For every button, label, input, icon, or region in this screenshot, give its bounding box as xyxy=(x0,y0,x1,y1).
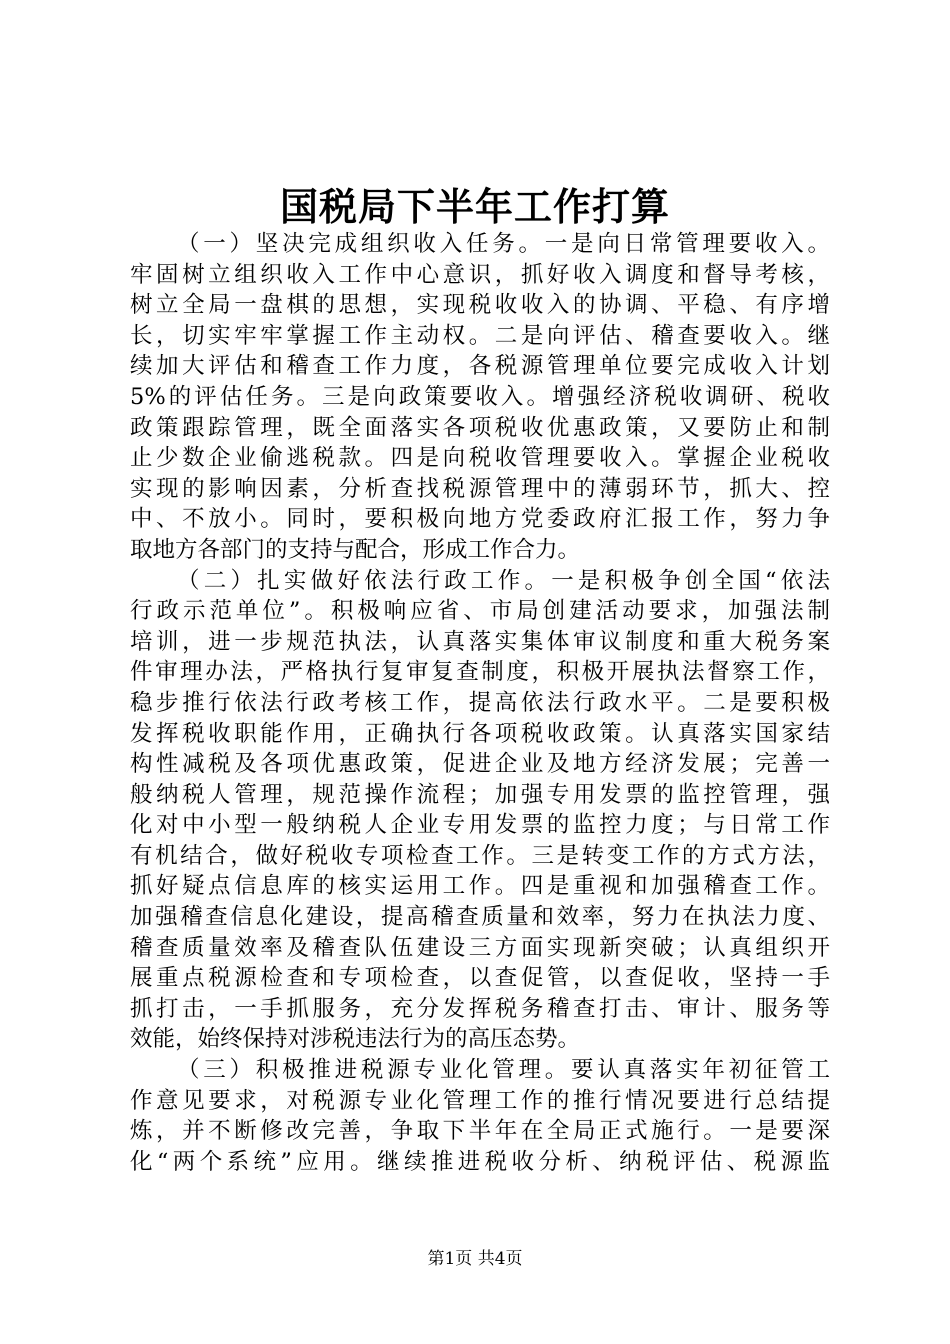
body-line: 般纳税人管理，规范操作流程；加强专用发票的监控管理，强 xyxy=(130,781,830,808)
body-line: 化对中小型一般纳税人企业专用发票的监控力度；与日常工作 xyxy=(130,812,830,839)
body-line: （一）坚决完成组织收入任务。一是向日常管理要收入。 xyxy=(177,231,830,257)
body-line: （二）扎实做好依法行政工作。一是积极争创全国“依法 xyxy=(177,567,830,594)
document-title: 国税局下半年工作打算 xyxy=(279,184,670,229)
body-line: 抓好疑点信息库的核实运用工作。四是重视和加强稽查工作。 xyxy=(130,873,830,900)
body-line: （三）积极推进税源专业化管理。要认真落实年初征管工 xyxy=(177,1057,830,1084)
body-line: 展重点税源检查和专项检查，以查促管，以查促收，坚持一手 xyxy=(130,965,830,992)
body-line: 稽查质量效率及稽查队伍建设三方面实现新突破；认真组织开 xyxy=(130,934,830,961)
document-body xyxy=(130,229,830,1177)
body-line: 实现的影响因素，分析查找税源管理中的薄弱环节，抓大、控 xyxy=(130,475,830,502)
body-line: 中、不放小。同时，要积极向地方党委政府汇报工作，努力争 xyxy=(130,506,830,533)
body-line: 牢固树立组织收入工作中心意识，抓好收入调度和督导考核， xyxy=(130,261,830,288)
body-line: 5%的评估任务。三是向政策要收入。增强经济税收调研、税收 xyxy=(130,383,830,410)
body-line: 化“两个系统”应用。继续推进税收分析、纳税评估、税源监 xyxy=(130,1148,830,1175)
body-line: 长，切实牢牢掌握工作主动权。二是向评估、稽查要收入。继 xyxy=(130,322,830,349)
body-line: 政策跟踪管理，既全面落实各项税收优惠政策，又要防止和制 xyxy=(130,414,830,441)
body-line: 行政示范单位”。积极响应省、市局创建活动要求，加强法制 xyxy=(130,598,830,625)
body-line: 取地方各部门的支持与配合，形成工作合力。 xyxy=(130,536,581,563)
body-line: 炼，并不断修改完善，争取下半年在全局正式施行。一是要深 xyxy=(130,1118,830,1145)
body-line: 有机结合，做好税收专项检查工作。三是转变工作的方式方法， xyxy=(130,842,830,869)
body-line: 件审理办法，严格执行复审复查制度，积极开展执法督察工作， xyxy=(130,659,830,686)
body-line: 止少数企业偷逃税款。四是向税收管理要收入。掌握企业税收 xyxy=(130,445,830,472)
body-line: 作意见要求，对税源专业化管理工作的推行情况要进行总结提 xyxy=(130,1087,830,1114)
body-line: 培训，进一步规范执法，认真落实集体审议制度和重大税务案 xyxy=(130,628,830,655)
body-line: 树立全局一盘棋的思想，实现税收收入的协调、平稳、有序增 xyxy=(130,292,830,319)
page-footer: 第1页 共4页 xyxy=(427,1249,523,1269)
body-line: 构性减税及各项优惠政策，促进企业及地方经济发展；完善一 xyxy=(130,751,830,778)
body-line: 加强稽查信息化建设，提高稽查质量和效率，努力在执法力度、 xyxy=(130,904,830,931)
body-line: 效能，始终保持对涉税违法行为的高压态势。 xyxy=(130,1026,581,1053)
body-line: 抓打击，一手抓服务，充分发挥税务稽查打击、审计、服务等 xyxy=(130,995,830,1022)
body-line: 稳步推行依法行政考核工作，提高依法行政水平。二是要积极 xyxy=(130,689,830,716)
body-line: 续加大评估和稽查工作力度，各税源管理单位要完成收入计划 xyxy=(130,353,830,380)
body-line: 发挥税收职能作用，正确执行各项税收政策。认真落实国家结 xyxy=(130,720,830,747)
